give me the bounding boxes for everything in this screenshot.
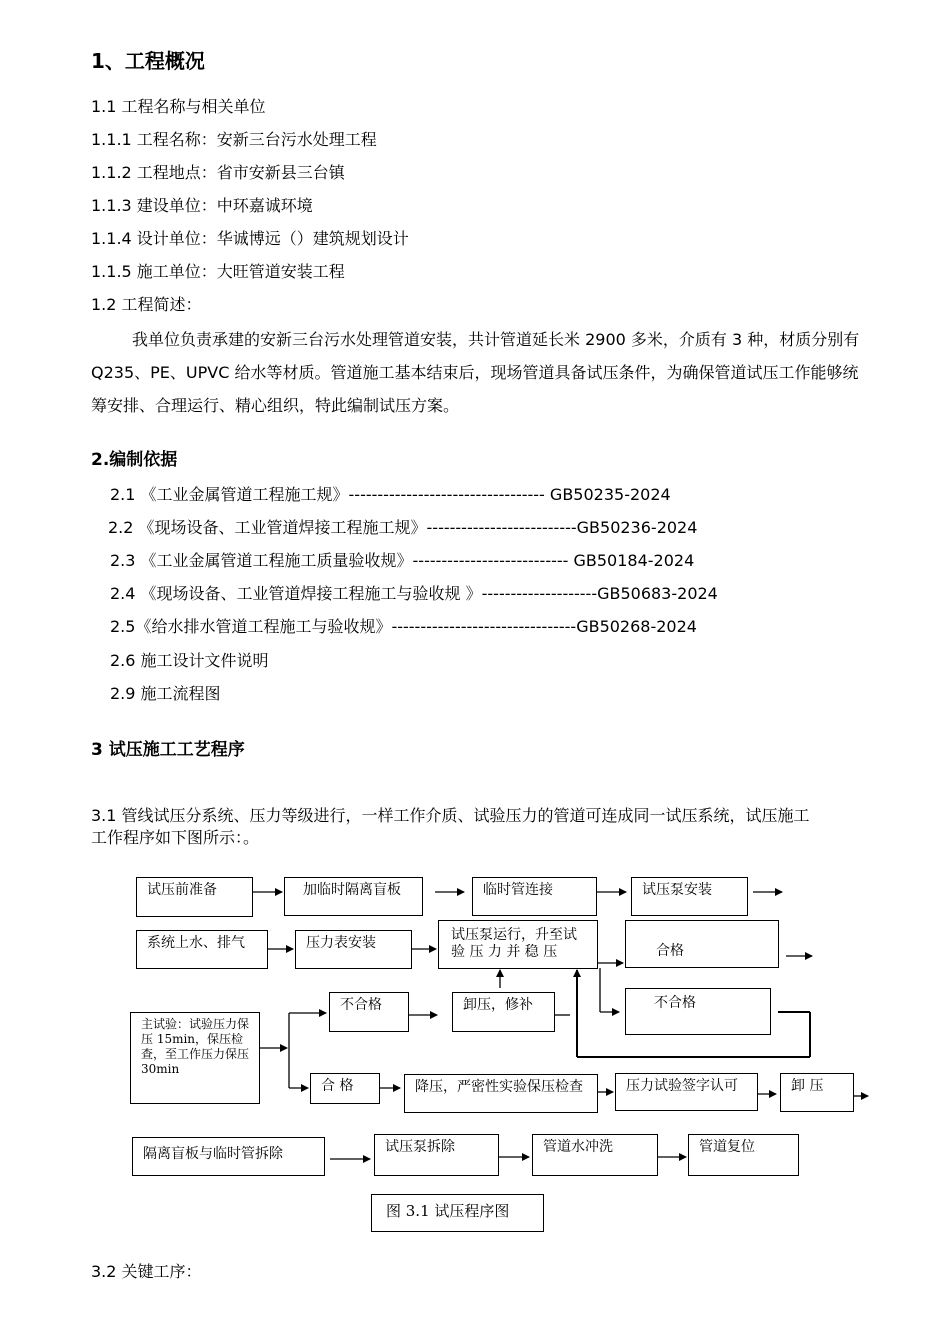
flow-result-fail: 不合格: [329, 992, 409, 1032]
flow-result-pass: 合格: [625, 920, 779, 968]
basis-item: 2.2 《现场设备、工业管道焊接工程施工规》--------------------------GB50236-2024: [108, 518, 698, 537]
section-1-1-heading: 1.1 工程名称与相关单位: [91, 97, 266, 116]
basis-item: 2.3 《工业金属管道工程施工质量验收规》--------------------------- GB50184-2024: [110, 551, 695, 570]
flow-step-pump-install: 试压泵安装: [631, 877, 748, 916]
flow-step-pump-run: 试压泵运行，升至试验 压 力 并 稳 压: [438, 920, 598, 969]
project-name-line: 1.1.1 工程名称：安新三台污水处理工程: [91, 130, 377, 149]
owner-unit-line: 1.1.3 建设单位：中环嘉诚环境: [91, 196, 313, 215]
section-3-2-heading: 3.2 关键工序：: [91, 1262, 202, 1281]
flow-step-tightness-test: 降压，严密性实验保压检查: [404, 1074, 598, 1113]
section-1-title: 1、工程概况: [91, 49, 205, 73]
construction-unit-line: 1.1.5 施工单位：大旺管道安装工程: [91, 262, 345, 281]
flow-step-gauge-install: 压力表安装: [295, 930, 412, 969]
design-unit-line: 1.1.4 设计单位：华诚博远（）建筑规划设计: [91, 229, 409, 248]
project-location-line: 1.1.2 工程地点：省市安新县三台镇: [91, 163, 345, 182]
section-2-title: 2.编制依据: [91, 450, 178, 470]
flow-step-remove-pump: 试压泵拆除: [374, 1134, 499, 1176]
flow-step-restore: 管道复位: [688, 1134, 799, 1176]
flow-step-sign-off: 压力试验签字认可: [615, 1073, 758, 1111]
flow-step-flush: 管道水冲洗: [532, 1134, 658, 1176]
flowchart-caption: 图 3.1 试压程序图: [371, 1194, 544, 1232]
flow-step-fill-vent: 系统上水、排气: [136, 930, 268, 969]
basis-item: 2.9 施工流程图: [110, 684, 221, 703]
flow-step-depressurize-repair: 卸压，修补: [452, 992, 555, 1032]
flow-step-blind-plate: 加临时隔离盲板: [284, 877, 423, 916]
flow-result-fail-2: 不合格: [625, 988, 771, 1035]
flow-main-test: 主试验：试验压力保压 15min，保压检查，至工作压力保压 30min: [130, 1012, 260, 1104]
basis-item: 2.4 《现场设备、工业管道焊接工程施工与验收规 》--------------------GB50683-2024: [110, 584, 718, 603]
flow-step-temp-pipe: 临时管连接: [472, 877, 597, 916]
basis-item: 2.6 施工设计文件说明: [110, 651, 269, 670]
section-3-1-line-2: 工作程序如下图所示：。: [91, 828, 260, 847]
flow-step-release: 卸 压: [780, 1073, 854, 1112]
project-description-paragraph: 我单位负责承建的安新三台污水处理管道安装，共计管道延长米 2900 多米，介质有 3 种，材质分别有 Q235、PE、UPVC 给水等材质。管道施工基本结束后，现场管道具备试压条件，为确保管道试压工作能够统筹安排、合理运行、精心组织，特此编制试压方案。: [91, 330, 860, 415]
flow-step-prepare: 试压前准备: [136, 877, 253, 917]
flow-step-remove-blinds: 隔离盲板与临时管拆除: [132, 1137, 325, 1176]
basis-item: 2.5《给水排水管道工程施工与验收规》--------------------------------GB50268-2024: [110, 617, 697, 636]
flow-result-pass-2: 合 格: [310, 1073, 380, 1104]
basis-item: 2.1 《工业金属管道工程施工规》---------------------------------- GB50235-2024: [110, 485, 671, 504]
section-1-2-heading: 1.2 工程简述：: [91, 295, 202, 314]
section-3-title: 3 试压施工工艺程序: [91, 740, 245, 760]
section-3-1-line-1: 3.1 管线试压分系统、压力等级进行，一样工作介质、试验压力的管道可连成同一试压系统，试压施工: [91, 806, 810, 825]
